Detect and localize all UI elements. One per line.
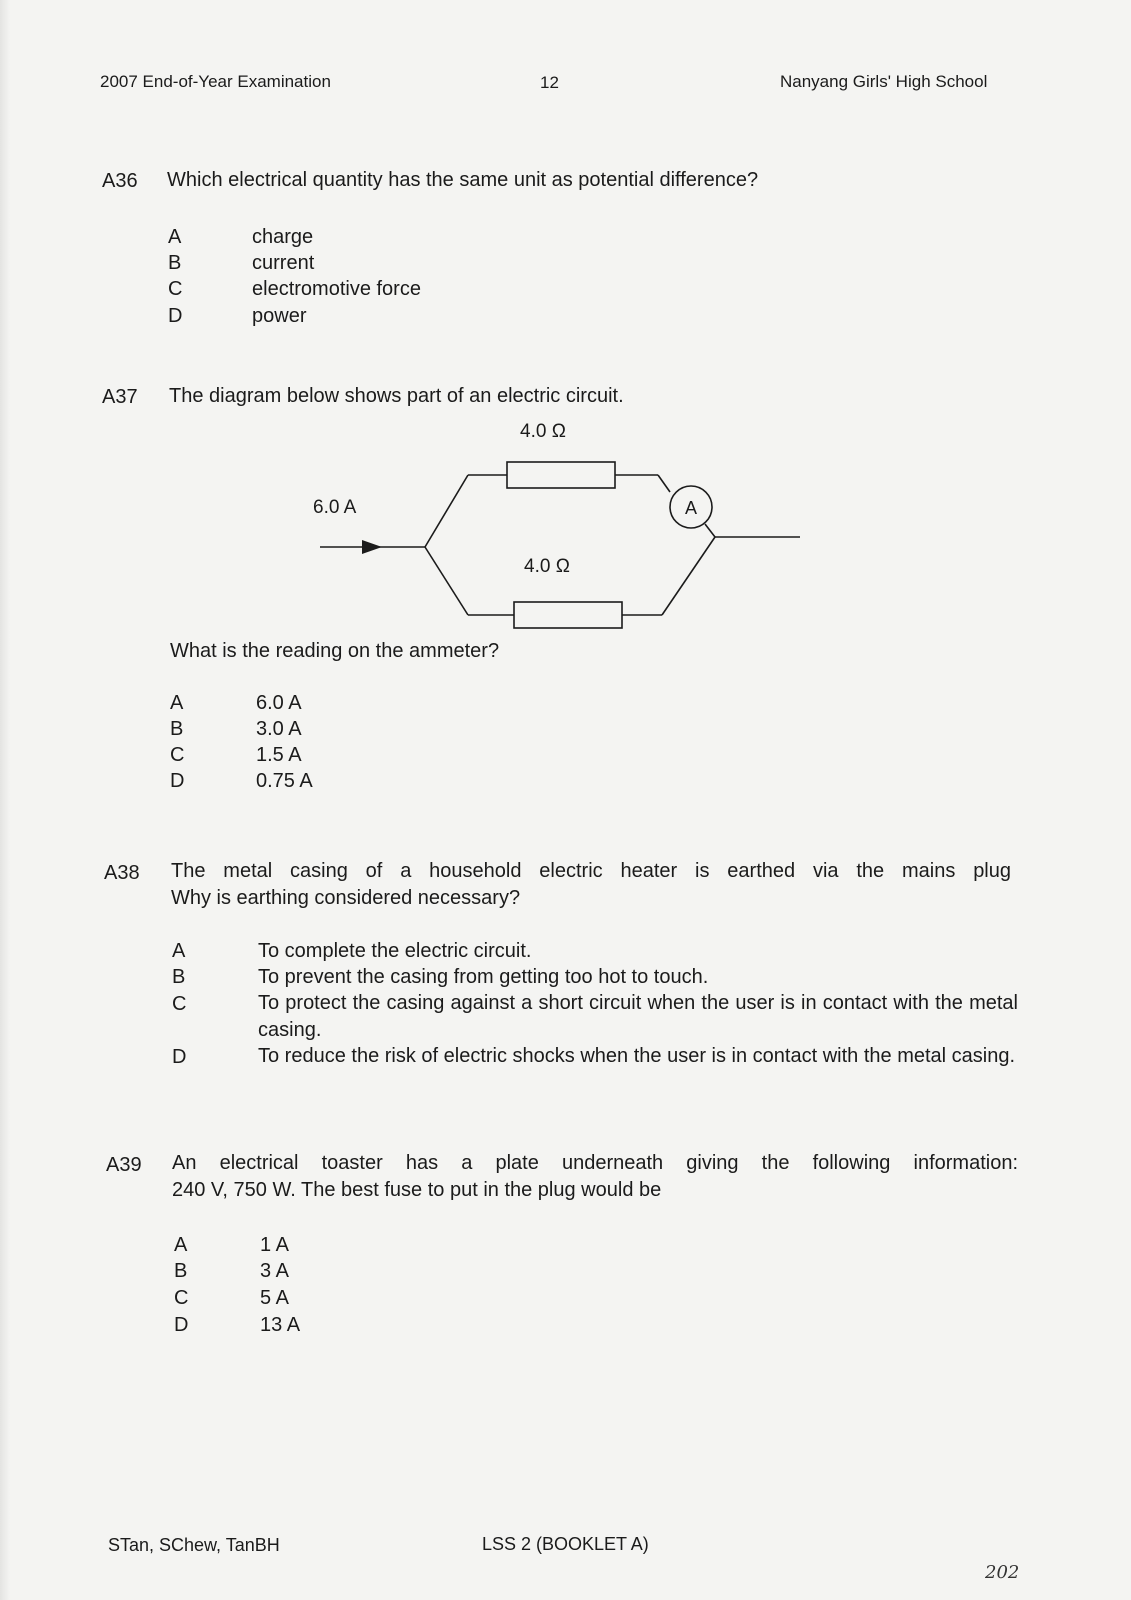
question-text-a39-line1: An electrical toaster has a plate underneath giving the following information: [172, 1152, 1018, 1174]
option-letter: B [168, 252, 182, 274]
option-text: power [252, 305, 307, 327]
option-letter: C [170, 744, 185, 766]
option-text: 6.0 A [256, 692, 302, 714]
question-number-a39: A39 [106, 1154, 142, 1176]
header-exam-title: 2007 End-of-Year Examination [100, 72, 331, 91]
option-letter: A [172, 940, 186, 962]
question-text-a38-line1: The metal casing of a household electric heater is earthed via the mains plug [171, 860, 1011, 882]
option-letter: B [170, 718, 184, 740]
scan-edge-shadow [0, 0, 10, 1600]
bottom-resistor-label: 4.0 Ω [524, 556, 570, 577]
resistor-bottom [514, 602, 622, 628]
option-text: 0.75 A [256, 770, 313, 792]
wire-left-upper [425, 475, 468, 547]
question-text-a37: The diagram below shows part of an electric circuit. [169, 385, 624, 407]
option-letter: C [168, 278, 183, 300]
option-text: To reduce the risk of electric shocks when the user is in contact with the metal casing. [258, 1045, 1016, 1067]
top-resistor-label: 4.0 Ω [520, 421, 566, 442]
question-text-a38-line2: Why is earthing considered necessary? [171, 887, 521, 909]
option-letter: A [168, 226, 182, 248]
option-letter: C [172, 993, 187, 1015]
option-text: charge [252, 226, 314, 248]
option-text: 1.5 A [256, 744, 302, 766]
option-text: 3 A [260, 1260, 289, 1282]
resistor-top [507, 462, 615, 488]
circuit-diagram [300, 420, 820, 630]
option-text: 3.0 A [256, 718, 302, 740]
current-arrow-icon [362, 540, 382, 554]
option-letter: A [170, 692, 184, 714]
footer-booklet: LSS 2 (BOOKLET A) [482, 1534, 649, 1554]
wire-left-lower [425, 547, 468, 615]
ammeter-label: A [684, 498, 698, 518]
option-text: To protect the casing against a short circuit when the user is in contact with the metal casing. [258, 992, 1018, 1041]
option-letter: D [174, 1314, 189, 1336]
header-page-number: 12 [540, 73, 559, 92]
option-text: electromotive force [252, 278, 421, 300]
question-text-a36: Which electrical quantity has the same unit as potential difference? [167, 169, 759, 191]
option-text: 5 A [260, 1287, 289, 1309]
option-letter: C [174, 1287, 189, 1309]
option-text: 1 A [260, 1234, 289, 1256]
question-text-a39-line2: 240 V, 750 W. The best fuse to put in the plug would be [172, 1179, 662, 1201]
header-school-name: Nanyang Girls' High School [780, 72, 988, 91]
option-letter: B [174, 1260, 188, 1282]
question-number-a36: A36 [102, 170, 138, 192]
option-letter: D [170, 770, 185, 792]
option-letter: D [168, 305, 183, 327]
question-number-a37: A37 [102, 386, 138, 408]
question-prompt-a37: What is the reading on the ammeter? [170, 640, 500, 662]
option-letter: D [172, 1046, 187, 1068]
handwritten-page-mark: 202 [985, 1562, 1020, 1583]
question-number-a38: A38 [104, 862, 140, 884]
option-letter: B [172, 966, 186, 988]
footer-authors: STan, SChew, TanBH [108, 1535, 280, 1555]
option-letter: A [174, 1234, 188, 1256]
option-text: To prevent the casing from getting too hot to touch. [258, 966, 709, 988]
option-text: current [252, 252, 315, 274]
current-label: 6.0 A [313, 497, 357, 518]
option-text: To complete the electric circuit. [258, 940, 532, 962]
option-text: 13 A [260, 1314, 301, 1336]
